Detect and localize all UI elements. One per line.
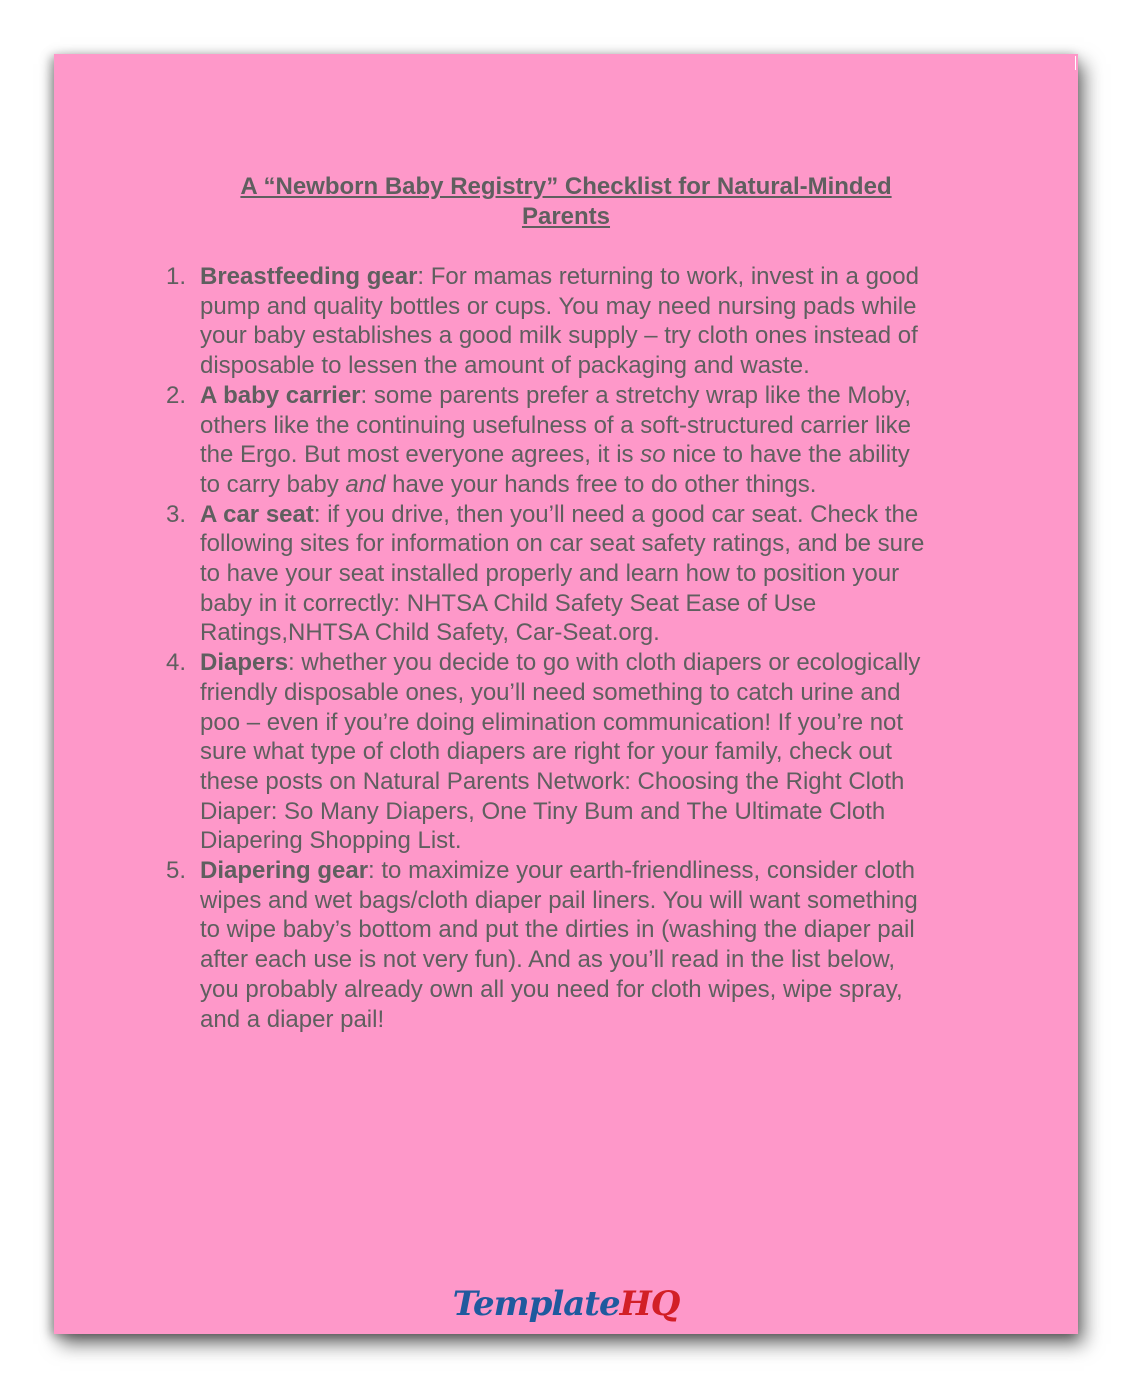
templatehq-logo — [54, 1284, 1078, 1324]
list-item-heading: A baby carrier — [200, 381, 361, 409]
list-item — [166, 381, 936, 500]
logo-text-hq: HQ — [619, 1284, 680, 1324]
list-item-text: have your hands free to do other things. — [385, 470, 817, 498]
list-item — [166, 648, 936, 856]
list-item-heading: Diapering gear — [200, 857, 369, 885]
logo-text-template: Template — [452, 1284, 620, 1324]
list-item — [166, 856, 936, 1034]
list-item-emphasis: so — [640, 441, 666, 469]
list-item-heading: Diapers — [200, 649, 289, 677]
list-item-number: 5. — [166, 857, 187, 885]
list-item-text: : For mamas returning to work, invest in a good pump and quality bottles or cups. You may need nursing pads while your baby establishes a good milk supply – try cloth ones instead of disposable to lessen the amount of packaging and waste. — [200, 263, 919, 380]
list-item-number: 4. — [166, 649, 187, 677]
list-item-emphasis: and — [345, 470, 386, 498]
list-item — [166, 500, 936, 649]
list-item-text: : to maximize your earth-friendliness, consider cloth wipes and wet bags/cloth diaper pail liners. You will want something to wipe baby’s bottom and put the dirties in (washing the diaper pail after each use is not very fun). And as you’ll read in the list below, you probably already own all you need for cloth wipes, wipe spray, and a diaper pail! — [200, 857, 918, 1033]
list-item-number: 1. — [166, 263, 187, 290]
list-item-text: : some parents prefer a stretchy wrap like the Moby, others like the continuing usefulness of a soft-structured carrier like the Ergo. But most everyone agrees, it is — [200, 381, 912, 469]
list-item-text: : whether you decide to go with cloth diapers or ecologically friendly disposable ones, you’ll need something to catch urine and poo – even if you’re doing elimination communication! If you’re not sure what type of cloth diapers are right for your family, check out these posts on Natural Parents Network: Choosing the Right Cloth Diaper: So Many Diapers, One Tiny Bum and The Ultimate Cloth Diapering Shopping List. — [200, 649, 921, 855]
list-item-number: 3. — [166, 500, 187, 528]
list-item-heading: A car seat — [200, 500, 314, 528]
checklist — [166, 262, 936, 1034]
document-title: A “Newborn Baby Registry” Checklist for Natural-Minded Parents — [240, 173, 892, 230]
list-item — [166, 262, 936, 381]
page-corner-mark — [1075, 56, 1076, 70]
list-item-text: : if you drive, then you’ll need a good car seat. Check the following sites for information on car seat safety ratings, and be sure to have your seat installed properly and learn how to position your baby in it correctly: NHTSA Child Safety Seat Ease of Use Ratings,NHTSA Child Safety, Car-Seat.org. — [200, 500, 925, 647]
list-item-number: 2. — [166, 381, 187, 409]
list-item-text: nice to have the ability to carry baby — [200, 441, 910, 498]
list-item-heading: Breastfeeding gear — [200, 263, 418, 290]
document-page — [54, 54, 1078, 1334]
